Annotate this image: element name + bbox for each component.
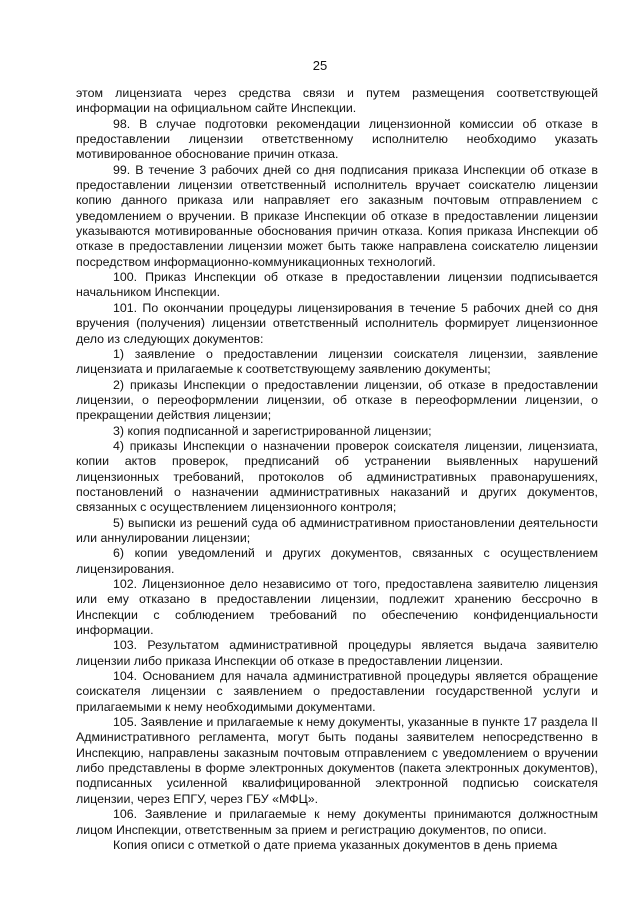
- paragraph-101: 101. По окончании процедуры лицензирования в течение 5 рабочих дней со дня вручения (получения) лицензии ответственный исполнитель формирует лицензионное дело из следующих документов:: [76, 300, 598, 346]
- paragraph-98: 98. В случае подготовки рекомендации лицензионной комиссии об отказе в предоставлении лицензии ответственному исполнителю необходимо указать мотивированное обоснование причин отказа.: [76, 116, 598, 162]
- paragraph-102: 102. Лицензионное дело независимо от того, предоставлена заявителю лицензия или ему отказано в предоставлении лицензии, подлежит хранению бессрочно в Инспекции с соблюдением требований по обеспечению конфиденциальности информации.: [76, 577, 598, 638]
- page-number: 25: [312, 58, 328, 73]
- paragraph-last: Копия описи с отметкой о дате приема указанных документов в день приема: [113, 837, 558, 852]
- list-item-6: 6) копии уведомлений и других документов, связанных с осуществлением лицензирования.: [76, 546, 598, 576]
- paragraph-continuation: этом лицензиата через средства связи и путем размещения соответствующей информации на официальном сайте Инспекции.: [76, 86, 598, 116]
- paragraph-105: 105. Заявление и прилагаемые к нему документы, указанные в пункте 17 раздела II Административного регламента, могут быть поданы заявителем непосредственно в Инспекцию, направлены заказным почтовым отправлением с уведомлением о вручении либо представлены в форме электронных документов (пакета электронных документов), подписанных усиленной квалифицированной электронной подписью соискателя лицензии, через ЕПГУ, через ГБУ «МФЦ».: [76, 715, 598, 806]
- list-item-4: 4) приказы Инспекции о назначении проверок соискателя лицензии, лицензиата, копии актов проверок, предписаний об устранении выявленных нарушений лицензионных требований, протоколов об административных правонарушениях, постановлений о назначении административных наказаний и других документов, связанных с осуществлением лицензионного контроля;: [76, 438, 598, 515]
- paragraph-99: 99. В течение 3 рабочих дней со дня подписания приказа Инспекции об отказе в предоставлении лицензии ответственный исполнитель вручает соискателю лицензии копию данного приказа или направляет его заказным почтовым отправлением с уведомлением о вручении. В приказе Инспекции об отказе в предоставлении лицензии указываются мотивированные обоснования причин отказа. Копия приказа Инспекции об отказе в предоставлении лицензии может быть также направлена соискателю лицензии посредством информационно-коммуникационных технологий.: [76, 162, 598, 269]
- paragraph-104: 104. Основанием для начала административной процедуры является обращение соискателя лицензии с заявлением о предоставлении государственной услуги и прилагаемыми к нему необходимыми документами.: [76, 669, 598, 714]
- paragraph-100: 100. Приказ Инспекции об отказе в предоставлении лицензии подписывается начальником Инспекции.: [76, 270, 598, 300]
- list-item-3: 3) копия подписанной и зарегистрированной лицензии;: [113, 423, 432, 438]
- paragraph-106: 106. Заявление и прилагаемые к нему документы принимаются должностным лицом Инспекции, ответственным за прием и регистрацию документов, по описи.: [76, 807, 598, 837]
- list-item-2: 2) приказы Инспекции о предоставлении лицензии, об отказе в предоставлении лицензии, о переоформлении лицензии, об отказе в переоформлении лицензии, о прекращении действия лицензии;: [76, 377, 598, 423]
- list-item-5: 5) выписки из решений суда об административном приостановлении деятельности или аннулировании лицензии;: [76, 515, 598, 545]
- list-item-1: 1) заявление о предоставлении лицензии соискателя лицензии, заявление лицензиата и прилагаемые к соответствующему заявлению документы;: [76, 346, 598, 377]
- document-body: [76, 86, 598, 853]
- paragraph-103: 103. Результатом административной процедуры является выдача заявителю лицензии либо приказа Инспекции об отказе в предоставлении лицензии.: [76, 638, 598, 668]
